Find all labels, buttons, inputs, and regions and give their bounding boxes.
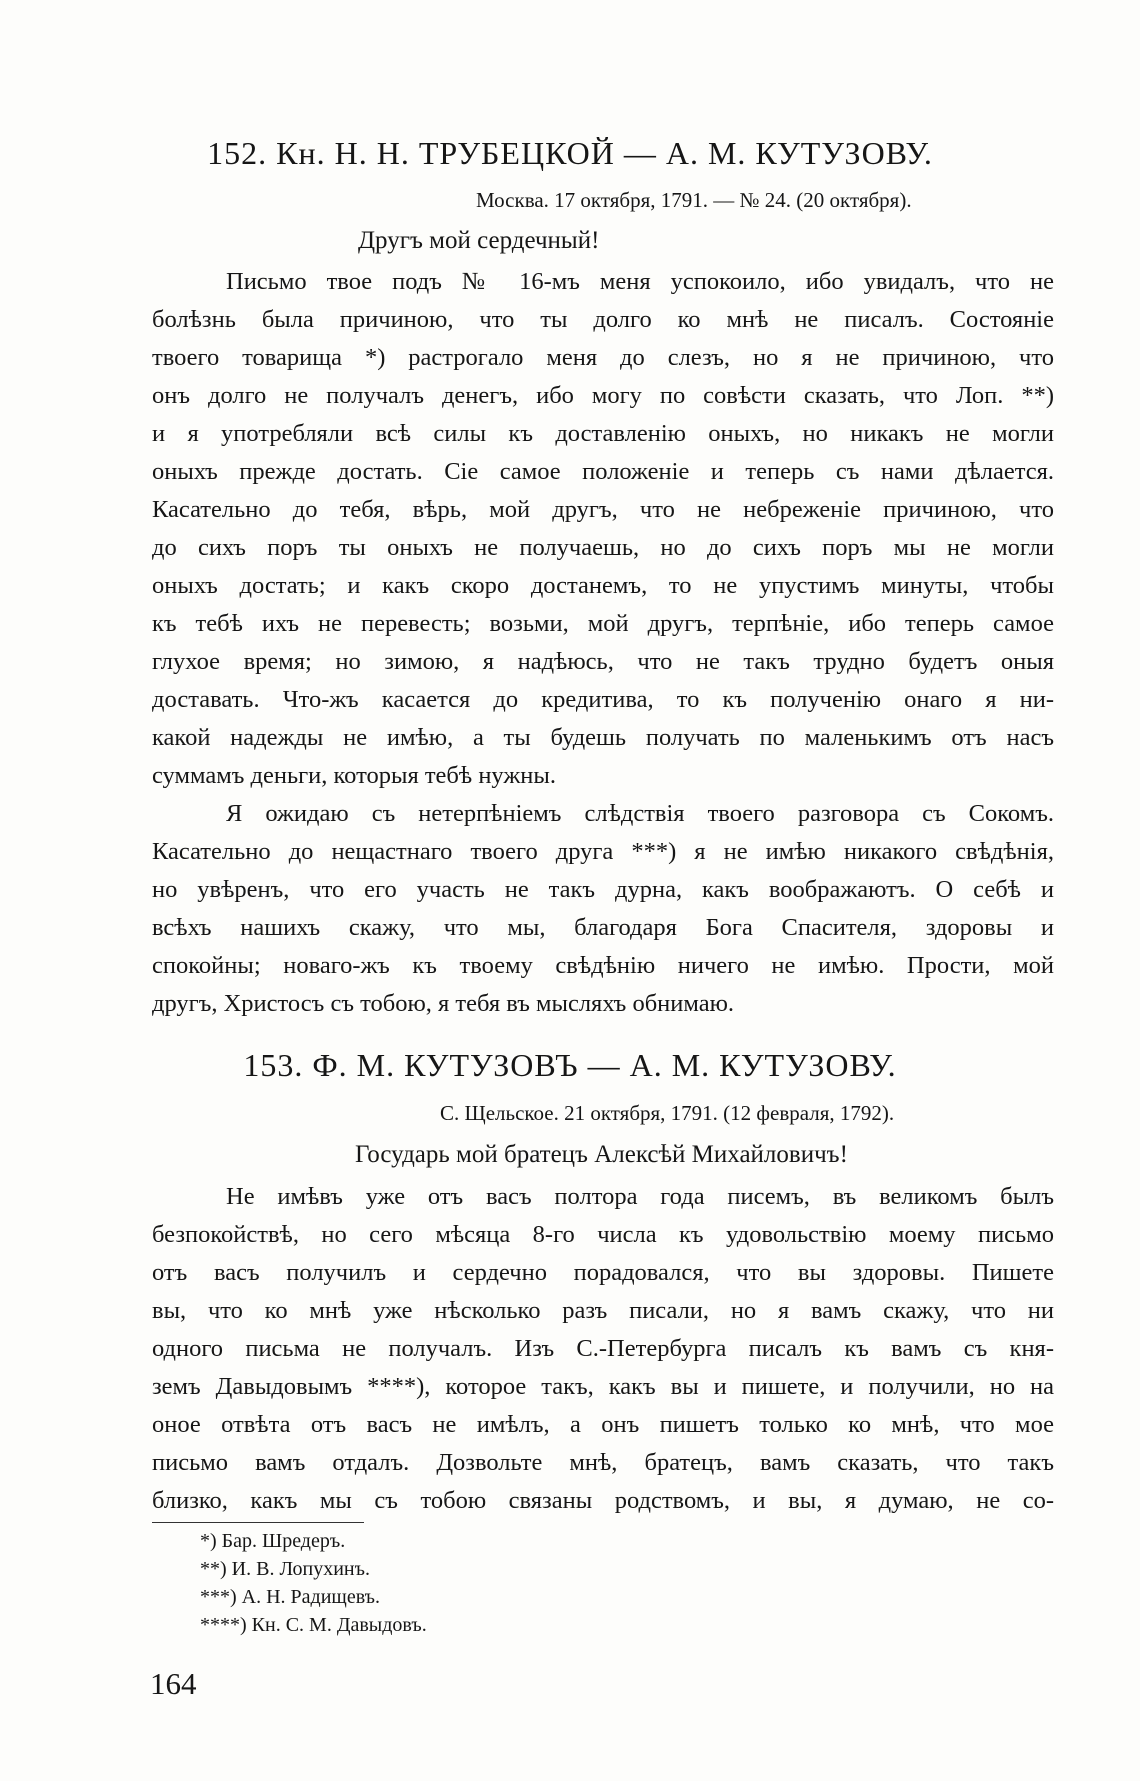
letter-152-heading: 152. Кн. Н. Н. ТРУБЕЦКОЙ — А. М. КУТУЗОВУ. [207, 135, 933, 171]
footnote: **) И. В. Лопухинъ. [200, 1558, 370, 1580]
letter-152-line: оныхъ достать; и какъ скоро достанемъ, то не упустимъ минуты, чтобы [152, 572, 1054, 599]
letter-153-line: Не имѣвъ уже отъ васъ полтора года писемъ, въ великомъ былъ [226, 1183, 1054, 1210]
footnote: ***) А. Н. Радищевъ. [200, 1586, 380, 1608]
letter-152-line: оныхъ прежде достать. Сіе самое положеніе и теперь съ нами дѣлается. [152, 458, 1054, 485]
letter-152-line: всѣхъ нашихъ скажу, что мы, благодаря Бога Спасителя, здоровы и [152, 914, 1054, 941]
letter-153-line: безпокойствѣ, но сего мѣсяца 8-го числа къ удовольствію моему письмо [152, 1221, 1054, 1248]
letter-152-dateline: Москва. 17 октября, 1791. — № 24. (20 октября). [476, 188, 912, 212]
footnote: *) Бар. Шредеръ. [200, 1530, 346, 1552]
letter-153-line: вы, что ко мнѣ уже нѣсколько разъ писали, но я вамъ скажу, что ни [152, 1297, 1054, 1324]
letter-152-line: Касательно до тебя, вѣрь, мой другъ, что не небреженіе причиною, что [152, 496, 1054, 523]
letter-152-line: твоего товарища *) растрогало меня до слезъ, но я не причиною, что [152, 344, 1054, 371]
letter-153-line: одного письма не получалъ. Изъ С.-Петербурга писалъ къ вамъ съ кня- [152, 1335, 1054, 1362]
letter-153-salutation: Государь мой братецъ Алексѣй Михайловичъ! [355, 1141, 848, 1168]
letter-153-heading: 153. Ф. М. КУТУЗОВЪ — А. М. КУТУЗОВУ. [243, 1047, 897, 1083]
letter-152-line: Касательно до нещастнаго твоего друга ***) я не имѣю никакого свѣдѣнія, [152, 838, 1054, 865]
letter-152-line: и я употребляли всѣ силы къ доставленію оныхъ, но никакъ не могли [152, 420, 1054, 447]
letter-152-line: доставать. Что-жъ касается до кредитива, то къ полученію онаго я ни- [152, 686, 1054, 713]
letter-153-line: отъ васъ получилъ и сердечно порадовался, что вы здоровы. Пишете [152, 1259, 1054, 1286]
letter-152-line: Письмо твое подъ № 16-мъ меня успокоило, ибо увидалъ, что не [226, 268, 1054, 295]
letter-152-line: онъ долго не получалъ денегъ, ибо могу по совѣсти сказать, что Лоп. **) [152, 382, 1054, 409]
letter-152-line: до сихъ поръ ты оныхъ не получаешь, но до сихъ поръ мы не могли [152, 534, 1054, 561]
letter-152-line: другъ, Христосъ съ тобою, я тебя въ мысляхъ обнимаю. [152, 990, 735, 1017]
letter-152-line: глухое время; но зимою, я надѣюсь, что не такъ трудно будетъ оныя [152, 648, 1054, 675]
letter-152-line: болѣзнь была причиною, что ты долго ко мнѣ не писалъ. Состояніе [152, 306, 1054, 333]
letter-152-line: суммамъ деньги, которыя тебѣ нужны. [152, 762, 556, 789]
letter-153-line: земъ Давыдовымъ ****), которое такъ, какъ вы и пишете, и получили, но на [152, 1373, 1054, 1400]
letter-152-line: Я ожидаю съ нетерпѣніемъ слѣдствія твоего разговора съ Сокомъ. [226, 800, 1054, 827]
footnote-rule [152, 1522, 364, 1523]
letter-153-line: оное отвѣта отъ васъ не имѣлъ, а онъ пишетъ только ко мнѣ, что мое [152, 1411, 1054, 1438]
letter-152-line: какой надежды не имѣю, а ты будешь получать по маленькимъ отъ насъ [152, 724, 1054, 751]
letter-153-line: близко, какъ мы съ тобою связаны родствомъ, и вы, я думаю, не со- [152, 1487, 1054, 1514]
letter-153-line: письмо вамъ отдалъ. Дозвольте мнѣ, братецъ, вамъ сказать, что такъ [152, 1449, 1054, 1476]
letter-152-line: къ тебѣ ихъ не перевесть; возьми, мой другъ, терпѣніе, ибо теперь самое [152, 610, 1054, 637]
footnote: ****) Кн. С. М. Давыдовъ. [200, 1614, 427, 1636]
page-number: 164 [150, 1666, 197, 1701]
letter-152-salutation: Другъ мой сердечный! [358, 227, 600, 254]
letter-152-line: но увѣренъ, что его участь не такъ дурна, какъ воображаютъ. О себѣ и [152, 876, 1054, 903]
letter-152-line: спокойны; новаго-жъ къ твоему свѣдѣнію ничего не имѣю. Прости, мой [152, 952, 1054, 979]
letter-153-dateline: С. Щельское. 21 октября, 1791. (12 февраля, 1792). [440, 1101, 895, 1125]
